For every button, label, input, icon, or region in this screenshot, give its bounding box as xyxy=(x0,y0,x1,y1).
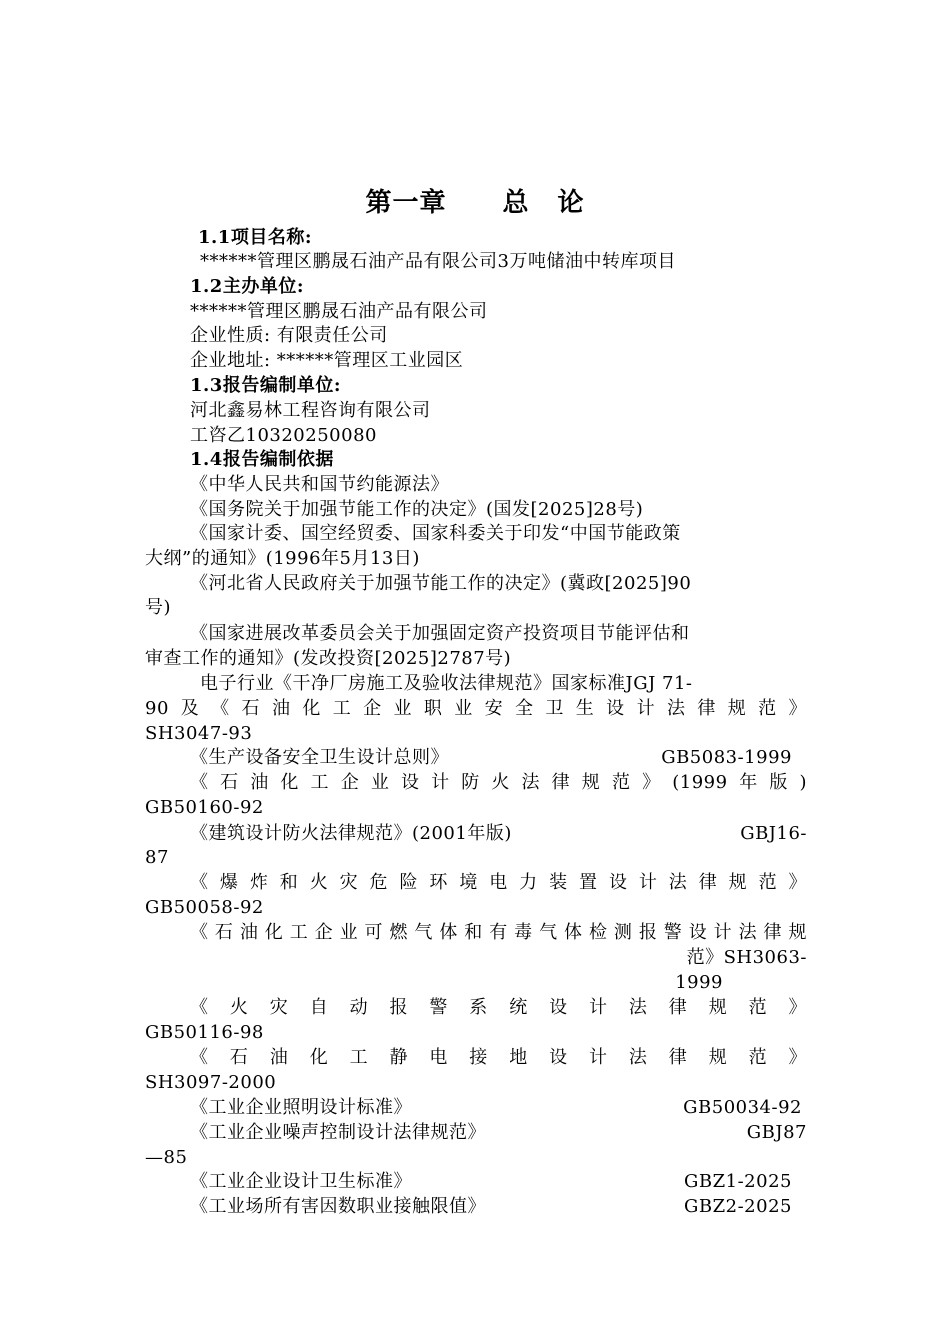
basis-item xyxy=(190,822,807,846)
basis-item xyxy=(190,1195,792,1219)
basis-title: 《工业企业设计卫生标准》 xyxy=(190,1171,412,1192)
basis-item-cont: 号) xyxy=(145,597,172,618)
section-1-heading: 1.1项目名称: xyxy=(198,227,312,248)
basis-item: 《国家进展改革委员会关于加强固定资产投资项目节能评估和 xyxy=(190,623,690,644)
basis-item: 《火灾自动报警系统设计法律规范》 xyxy=(190,997,807,1018)
basis-item-cont: SH3047-93 xyxy=(145,723,253,744)
basis-title: 《生产设备安全卫生设计总则》 xyxy=(190,747,449,768)
section-4-heading: 1.4报告编制依据 xyxy=(190,449,334,470)
basis-item-cont: GB50058-92 xyxy=(145,897,264,918)
basis-title: 《工业场所有害因数职业接触限值》 xyxy=(190,1196,486,1217)
basis-item-cont: —85 xyxy=(145,1147,188,1168)
basis-item: 《石油化工企业可燃气体和有毒气体检测报警设计法律规 xyxy=(190,922,807,943)
chapter-number: 第一章 xyxy=(365,188,447,218)
basis-item: 《石油化工企业设计防火法律规范》(1999年版) xyxy=(190,772,807,793)
company-address: 企业地址: ******管理区工业园区 xyxy=(190,350,464,371)
basis-item-cont: 范》SH3063- xyxy=(686,947,807,968)
basis-item: 《国家计委、国空经贸委、国家科委关于印发“中国节能政策 xyxy=(190,523,681,544)
basis-item-cont: 大纲”的通知》(1996年5月13日) xyxy=(145,548,420,569)
basis-code: GBZ1-2025 xyxy=(684,1171,792,1192)
basis-item-cont: GB50116-98 xyxy=(145,1022,264,1043)
section-2-heading: 1.2主办单位: xyxy=(190,276,304,297)
basis-code: GB50034-92 xyxy=(683,1097,802,1118)
compiling-unit: 河北鑫易林工程咨询有限公司 xyxy=(190,400,431,421)
basis-item-cont: 1999 xyxy=(675,972,723,993)
chapter-title xyxy=(0,182,950,219)
basis-item: 《爆炸和火灾危险环境电力装置设计法律规范》 xyxy=(190,872,807,893)
qualification-code: 工咨乙10320250080 xyxy=(190,425,377,446)
basis-title: 《建筑设计防火法律规范》(2001年版) xyxy=(190,823,512,844)
basis-code: GB5083-1999 xyxy=(661,747,792,768)
sponsor-company: ******管理区鹏晟石油产品有限公司 xyxy=(190,301,488,322)
basis-title: 《工业企业噪声控制设计法律规范》 xyxy=(190,1122,486,1143)
basis-item: 电子行业《干净厂房施工及验收法律规范》国家标准JGJ 71- xyxy=(200,673,693,694)
basis-item: 《石油化工静电接地设计法律规范》 xyxy=(190,1047,807,1068)
basis-item: 《中华人民共和国节约能源法》 xyxy=(190,474,449,495)
basis-item: 《河北省人民政府关于加强节能工作的决定》(冀政[2025]90 xyxy=(190,573,692,594)
chapter-title-char-1: 总 xyxy=(502,188,530,218)
basis-item xyxy=(190,1170,792,1194)
basis-item-cont: SH3097-2000 xyxy=(145,1072,277,1093)
basis-code: GBJ16- xyxy=(740,823,807,844)
basis-code: GBZ2-2025 xyxy=(684,1196,792,1217)
basis-item-cont: 87 xyxy=(145,847,169,868)
basis-item xyxy=(190,746,792,770)
project-name: ******管理区鹏晟石油产品有限公司3万吨储油中转库项目 xyxy=(200,251,676,272)
basis-item-cont: 审查工作的通知》(发改投资[2025]2787号) xyxy=(145,648,512,669)
basis-item: 《国务院关于加强节能工作的决定》(国发[2025]28号) xyxy=(190,499,644,520)
company-nature: 企业性质: 有限责任公司 xyxy=(190,325,388,346)
basis-item-cont: 90及《石油化工企业职业安全卫生设计法律规范》 xyxy=(145,698,807,719)
chapter-title-char-2: 论 xyxy=(557,188,585,218)
basis-item xyxy=(190,1121,807,1145)
basis-code: GBJ87 xyxy=(746,1122,807,1143)
basis-item xyxy=(190,1096,802,1120)
basis-title: 《工业企业照明设计标准》 xyxy=(190,1097,412,1118)
basis-item-cont: GB50160-92 xyxy=(145,797,264,818)
section-3-heading: 1.3报告编制单位: xyxy=(190,375,341,396)
